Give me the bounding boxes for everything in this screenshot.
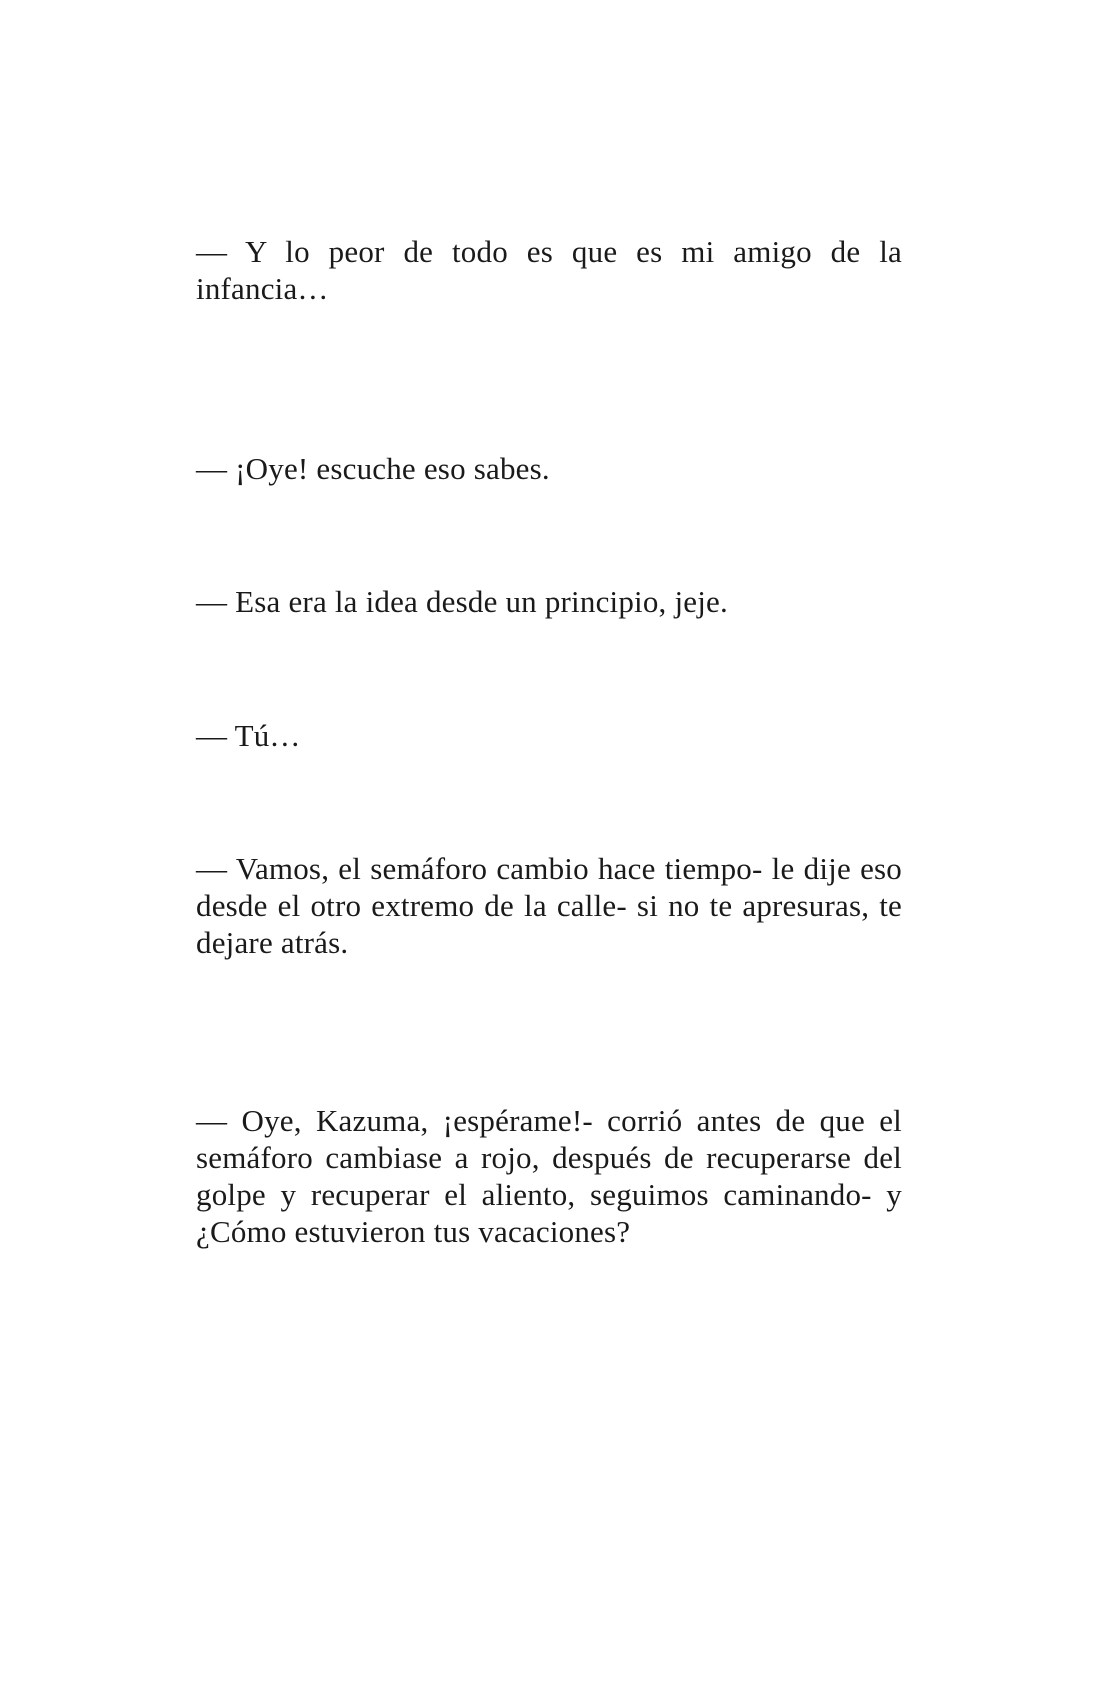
paragraph-3: — Esa era la idea desde un principio, jeje.: [196, 584, 728, 619]
paragraph-1: — Y lo peor de todo es que es mi amigo de la infancia…: [196, 234, 902, 306]
paragraph-4: — Tú…: [196, 718, 301, 753]
paragraph-6: — Oye, Kazuma, ¡espérame!- corrió antes de que el semáforo cambiase a rojo, después de recuperarse del golpe y recuperar el aliento, seguimos caminando- y ¿Cómo estuvieron tus vacaciones?: [196, 1103, 902, 1249]
paragraph-2: — ¡Oye! escuche eso sabes.: [196, 451, 550, 486]
paragraph-5: — Vamos, el semáforo cambio hace tiempo- le dije eso desde el otro extremo de la calle- si no te apresuras, te dejare atrás.: [196, 851, 902, 960]
